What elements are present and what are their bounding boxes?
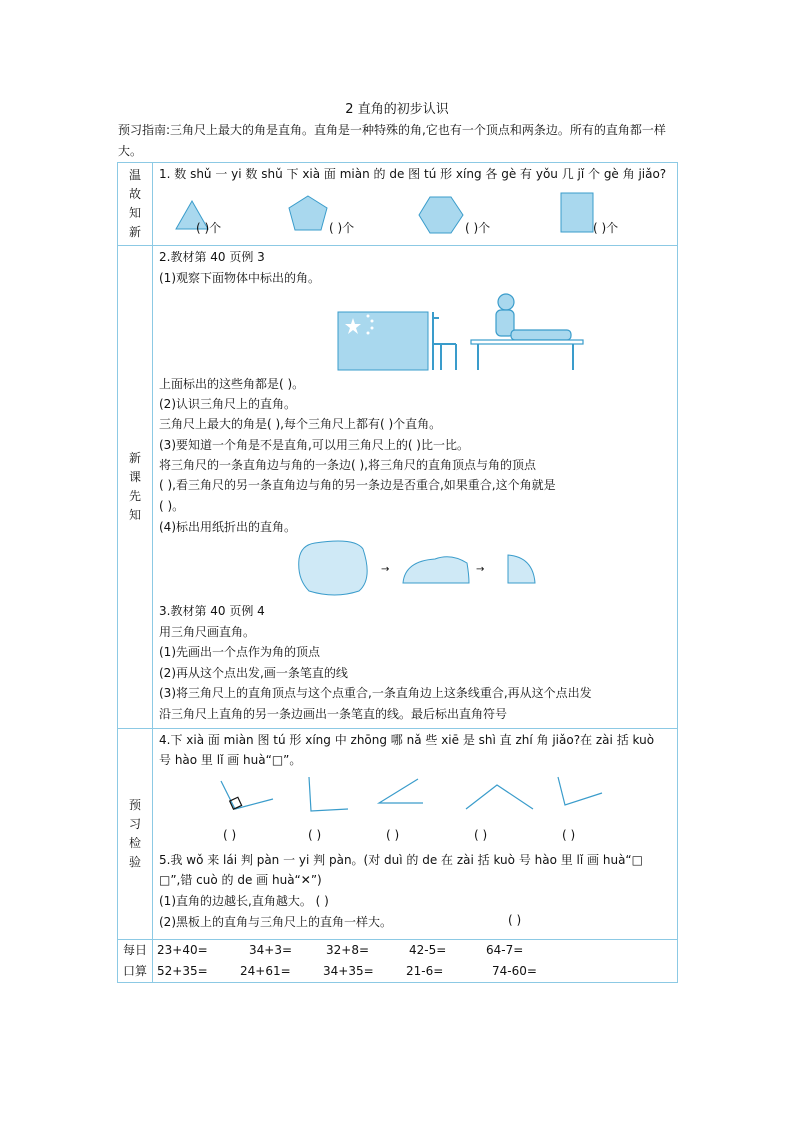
worksheet-table (117, 162, 678, 983)
calc-item: 34+3= (249, 943, 293, 957)
statement-2: (2)黑板上的直角与三角尺上的直角一样大。 (159, 915, 392, 929)
preview-guide: 预习指南:三角尺上最大的角是直角。直角是一种特殊的角,它也有一个顶点和两条边。所有的直角都一样大。 (118, 123, 666, 158)
pentagon-shape (289, 196, 327, 230)
calc-item: 52+35= (157, 964, 208, 978)
person-on-bench-image (471, 294, 583, 370)
method-line-2: ( ),看三角尺的另一条直角边与角的另一条边是否重合,如果重合,这个角就是 (159, 478, 556, 492)
observe-text: (1)观察下面物体中标出的角。 (159, 271, 320, 285)
paper-half-shape (403, 557, 469, 583)
calc-item: 24+61= (240, 964, 291, 978)
page-title: 2 直角的初步认识 (345, 102, 449, 117)
check-cell (153, 729, 678, 940)
section-label-newlesson: 新课先知 (118, 246, 153, 729)
example-4-heading: 3.教材第 40 页例 4 (159, 604, 265, 618)
question-4-line-1: 4.下 xià 面 miàn 图 tú 形 xíng 中 zhōng 哪 nǎ 些 xiē 是 shì 直 zhí 角 jiǎo?在 zài 括 kuò (159, 733, 655, 747)
chair-image (433, 312, 456, 370)
angles-are-text: 上面标出的这些角都是( )。 (159, 377, 305, 391)
calc-item: 21-6= (406, 964, 444, 978)
draw-step-2: (2)再从这个点出发,画一条笔直的线 (159, 666, 348, 680)
answer-blank[interactable]: ( ) (508, 913, 522, 927)
draw-right-angle-text: 用三角尺画直角。 (159, 625, 256, 639)
draw-step-3a: (3)将三角尺上的直角顶点与这个点重合,一条直角边上这条线重合,再从这个点出发 (159, 686, 592, 700)
hexagon-shape (419, 197, 463, 233)
method-line-1: 将三角尺的一条直角边与角的一条边( ),将三角尺的直角顶点与角的顶点 (159, 458, 536, 472)
question-5-line-1: 5.我 wǒ 来 lái 判 pàn 一 yi 判 pàn。(对 duì 的 de 在 zài 括 kuò 号 hào 里 lǐ 画 huà“□ (159, 853, 643, 867)
step-4-text: (4)标出用纸折出的直角。 (159, 520, 296, 534)
calc-item: 64-7= (486, 943, 524, 957)
calc-item: 42-5= (409, 943, 447, 957)
section-label-check: 预习检验 (118, 729, 153, 940)
arrow-icon: → (476, 564, 485, 575)
rectangle-shape (561, 193, 593, 232)
angles-figure (213, 775, 673, 825)
angle-3-shape (379, 779, 423, 803)
draw-step-3b: 沿三角尺上直角的另一条边画出一条笔直的线。最后标出直角符号 (159, 707, 508, 721)
section-label-review: 温故知新 (118, 163, 153, 246)
answer-blank[interactable]: ( )个 (196, 221, 222, 235)
answer-blank[interactable]: ( ) (562, 828, 576, 842)
angle-4-shape (466, 785, 533, 809)
daily-cell (153, 940, 678, 983)
flag-image (338, 312, 428, 370)
calc-item: 74-60= (492, 964, 537, 978)
paper-folding-figure (295, 539, 555, 597)
statement-1: (1)直角的边越长,直角越大。 ( ) (159, 894, 329, 908)
question-5-line-2: □”,错 cuò 的 de 画 huà“✕”) (159, 873, 322, 887)
question-1: 1. 数 shǔ 一 yi 数 shǔ 下 xià 面 miàn 的 de 图 tú 形 xíng 各 gè 有 yǒu 几 jǐ 个 gè 角 jiǎo? (159, 167, 667, 181)
calc-item: 23+40= (157, 943, 208, 957)
answer-blank[interactable]: ( ) (223, 828, 237, 842)
angle-5-shape (558, 777, 602, 805)
objects-figure (253, 288, 673, 378)
angle-2-shape (309, 777, 348, 811)
section-label-daily: 每日口算 (118, 940, 153, 983)
arrow-icon: → (381, 564, 390, 575)
calc-item: 34+35= (323, 964, 374, 978)
method-line-3: ( )。 (159, 499, 185, 513)
draw-step-1: (1)先画出一个点作为角的顶点 (159, 645, 320, 659)
newlesson-cell (153, 246, 678, 729)
example-3-heading: 2.教材第 40 页例 3 (159, 250, 265, 264)
triangle-ruler-text: 三角尺上最大的角是( ),每个三角尺上都有( )个直角。 (159, 417, 442, 431)
answer-blank[interactable]: ( ) (474, 828, 488, 842)
answer-blank[interactable]: ( )个 (465, 221, 491, 235)
paper-circle-shape (299, 541, 367, 595)
paper-quarter-shape (508, 555, 535, 583)
question-4-line-2: 号 hào 里 lǐ 画 huà“□”。 (159, 753, 302, 767)
answer-blank[interactable]: ( ) (308, 828, 322, 842)
review-cell (153, 163, 678, 246)
step-3-text: (3)要知道一个角是不是直角,可以用三角尺上的( )比一比。 (159, 438, 469, 452)
answer-blank[interactable]: ( )个 (329, 221, 355, 235)
step-2-text: (2)认识三角尺上的直角。 (159, 397, 296, 411)
answer-blank[interactable]: ( ) (386, 828, 400, 842)
calc-item: 32+8= (326, 943, 370, 957)
answer-blank[interactable]: ( )个 (593, 221, 619, 235)
angle-1-shape (221, 781, 273, 809)
